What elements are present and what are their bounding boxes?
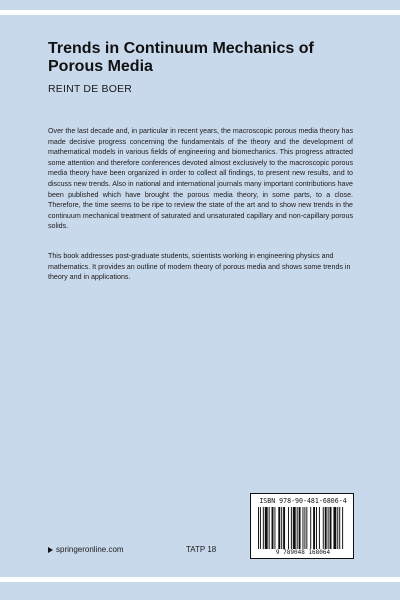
barcode-bar <box>330 507 332 549</box>
book-title: Trends in Continuum Mechanics of Porous Media <box>48 40 314 75</box>
barcode-bar <box>310 507 311 549</box>
barcode-bar <box>319 507 320 549</box>
barcode-bar <box>269 507 270 549</box>
author-name: REINT DE BOER <box>48 83 133 95</box>
barcode-bar <box>328 507 329 549</box>
publisher-url: springeronline.com <box>56 545 124 554</box>
barcode-bar <box>260 507 261 549</box>
barcode-bar <box>272 507 274 549</box>
barcode-bar <box>316 507 317 549</box>
barcode-bar <box>293 507 296 549</box>
barcode-bar <box>325 507 327 549</box>
barcode-bar <box>274 507 275 549</box>
publisher-link[interactable] <box>48 545 124 554</box>
barcode-digits: 9 789048 168064 <box>275 549 331 556</box>
bottom-stripe <box>0 577 400 582</box>
top-stripe <box>0 10 400 15</box>
barcode-bar <box>313 507 315 549</box>
barcode <box>258 507 346 549</box>
description-paragraph-2: This book addresses post-graduate students, scientists working in engineering physics and mathematics. It provides an outline of modern theory of porous media and shows some trends in theory and in applications. <box>48 252 351 282</box>
series-code: TATP 18 <box>186 545 217 554</box>
barcode-bar <box>323 507 324 549</box>
barcode-bar <box>258 507 259 549</box>
barcode-bar <box>306 507 307 549</box>
isbn-label: ISBN 978-90-481-6806-4 <box>259 497 347 505</box>
barcode-bar <box>304 507 305 549</box>
barcode-bar <box>283 507 285 549</box>
barcode-bar <box>263 507 264 549</box>
barcode-bar <box>342 507 343 549</box>
barcode-bar <box>333 507 336 549</box>
description-paragraph-1: Over the last decade and, in particular in recent years, the macroscopic porous media theory has made decisive progress concerning the fundamentals of the theory and the development of mathematical models in various fields of engineering and biomechanics. This progress attracted some attention and therefore conferences devoted almost exclusively to the macroscopic porous media theory have been organized in order to collect all findings, to present new results, and to discuss new trends. Also in national and international journals many important contributions have been published which have brought the porous media theory, in some parts, to a close. Therefore, the time seems to be ripe to review the state of the art and to show new trends in the continuum mechanical treatment of saturated and unsaturated capillary and non-capillary porous solids. <box>48 127 353 231</box>
barcode-bar <box>297 507 298 549</box>
barcode-bar <box>302 507 303 549</box>
barcode-bar <box>281 507 282 549</box>
barcode-bar <box>278 507 280 549</box>
arrow-right-icon <box>48 547 53 553</box>
barcode-bar <box>291 507 292 549</box>
barcode-bar <box>337 507 338 549</box>
barcode-bar <box>288 507 289 549</box>
barcode-bar <box>339 507 340 549</box>
barcode-bar <box>265 507 268 549</box>
barcode-bar <box>299 507 301 549</box>
barcode-panel <box>250 493 354 559</box>
